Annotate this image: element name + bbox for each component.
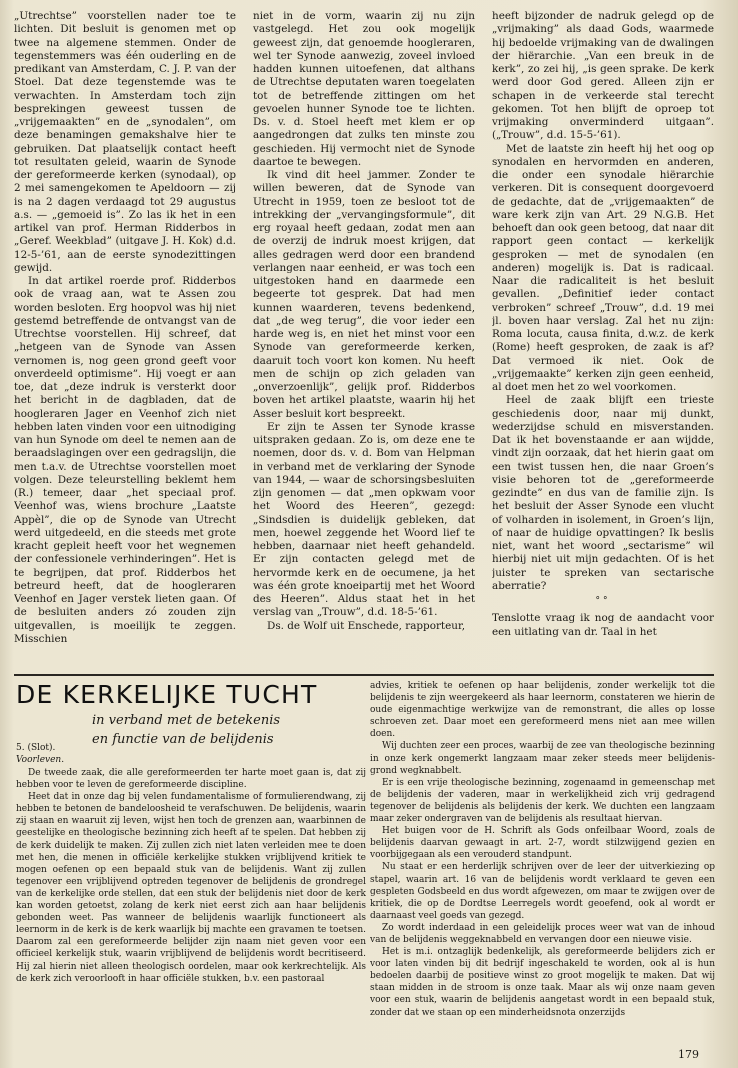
column-2 [253, 10, 475, 668]
paragraph: Ik vind dit heel jammer. Zonder te willen beweren, dat de Synode van Utrecht in 1959, toen ze besloot tot de intrekking der „vervangingsformule”, dit erg royaal heeft gedaan, zodat men aan de overzij de indruk moest krijgen, dat alles gedragen werd door een brandend verlangen naar eenheid, er was toch een uitgestoken hand en daarmede een begeerte tot gesprek. Dat had men kunnen waarderen, tevens bedenkend, dat „de weg terug”, die voor ieder een harde weg is, en niet het minst voor een Synode van gereformeerde kerken, daaruit toch voort kon komen. Nu heeft men de schijn op zich geladen van „onverzoenlijk”, gelijk prof. Ridderbos boven het artikel plaatste, waarin hij het Asser besluit kort bespreekt. [253, 169, 475, 420]
paragraph: Nu staat er een herderlijk schrijven over de leer der uitverkiezing op stapel, waarin art. 16 van de belijdenis wordt verklaard te geven een gespleten Godsbeeld en dus wordt afgewezen, om maar te zwijgen over de kritiek, die op de Dordtse Leerregels wordt geoefend, ook al wordt er daarnaast veel goeds van gezegd. [370, 862, 715, 921]
top-article-columns [14, 10, 714, 668]
paragraph: Tenslotte vraag ik nog de aandacht voor een uitlating van dr. Taal in het [492, 612, 714, 638]
paragraph: Het is m.i. ontzaglijk bedenkelijk, als gereformeerde belijders zich er voor laten vinden bij dit bedrijf ingeschakeld te worden, ook al is hun bedoelen daarbij de positieve winst zo groot mogelijk te maken. Dat wij staan midden in de stroom is onze taak. Maar als wij onze naam geven voor een stuk, waarin de belijdenis aangetast wordt in een bepaald stuk, zonder dat we staan op een minderheidsnota onzerzijds [370, 947, 715, 1018]
paragraph: Zo wordt inderdaad in een geleidelijk proces weer wat van de inhoud van de belijdenis weggeknabbeld en vervangen door een nieuwe visie. [370, 922, 715, 945]
paragraph: „Utrechtse” voorstellen nader toe te lichten. Dit besluit is genomen met op twee na algemene stemmen. Onder de tegenstemmers was één ouderling en de predikant van Amsterdam, C. J. P. van der Stoel. Dat deze tegenstemde was te verwachten. In Amsterdam toch zijn besprekingen geweest tussen de „vrijgemaakten” en de „synodalen”, om deze benamingen gemakshalve hier te gebruiken. Dat plaatselijk contact heeft tot resultaten geleid, waarin de Synode der gereformeerde kerken (synodaal), op 2 mei samengekomen te Apeldoorn — zij is na 2 dagen verdaagd tot 29 augustus a.s. — „gemoeid is”. Zo las ik het in een artikel van prof. Herman Ridderbos in „Geref. Weekblad” (uitgave J. H. Kok) d.d. 12-5-’61, aan de eerste synodezittingen gewijd. [14, 10, 236, 274]
article-column-right [370, 680, 715, 1045]
section-number: 5. (Slot). [16, 743, 56, 753]
paragraph: Met de laatste zin heeft hij het oog op synodalen en hervormden en anderen, die onder een synodale hiërarchie verkeren. Dit is consequent doorgevoerd de gedachte, dat de „vrijgemaakten” de ware kerk zijn van Art. 29 N.G.B. Het behoeft dan ook geen betoog, dat naar dit rapport geen contact — kerkelijk gesproken — met de synodalen (en anderen) mogelijk is. Dat is radicaal. Naar die radicaliteit is het besluit gevallen. „Definitief ieder contact verbroken” schreef „Trouw”, d.d. 19 mei jl. boven haar verslag. Zal het nu zijn: Roma locuta, causa finita, d.w.z. de kerk (Rome) heeft gesproken, de zaak is af? Dat vermoed ik niet. Ook de „vrijgemaakte” kerken zijn geen eenheid, al doet men het zo wel voorkomen. [492, 142, 714, 393]
paragraph: Wij duchten zeer een proces, waarbij de zee van theologische bezinning in onze kerk ongemerkt langzaam maar zeker steeds meer belijdenis-grond wegknabbelt. [370, 741, 715, 776]
column-3 [492, 10, 714, 668]
paragraph: Ds. de Wolf uit Enschede, rapporteur, [267, 619, 466, 632]
column-1 [14, 10, 236, 668]
paragraph: niet in de vorm, waarin zij nu zijn vastgelegd. Het zou ook mogelijk geweest zijn, dat genoemde hoogleraren, wel ter Synode aanwezig, zoveel invloed hadden kunnen uitoefenen, dat althans de Utrechtse deputaten waren toegelaten tot de betreffende zittingen om het gevoelen hunner Synode toe te lichten. Ds. v. d. Stoel heeft met klem er op aangedrongen dat zulks ten minste zou geschieden. Hij vermocht niet de Synode daartoe te bewegen. [253, 10, 475, 168]
article-title: DE KERKELIJKE TUCHT [16, 680, 318, 709]
article-subtitle-line-2: en functie van de belijdenis [92, 732, 274, 747]
paragraph: De tweede zaak, die alle gereformeerden ter harte moet gaan is, dat zij hebben voor te leven de gereformeerde discipline. [16, 768, 366, 791]
page-number: 179 [678, 1048, 699, 1061]
paragraph: Heel de zaak blijft een trieste geschiedenis door, naar mij dunkt, wederzijdse schuld en misverstanden. Dat ik het bovenstaande er aan wijdde, vindt zijn oorzaak, dat het hierin gaat om een twist tussen hen, die naar Groen’s visie behoren tot de „gereformeerde gezindte” en dus van de familie zijn. Is het besluit der Asser Synode een vlucht of volharden in isolement, in Groen’s lijn, of naar de huidige opvattingen? Ik beslis niet, want het woord „sectarisme” wil hierbij niet uit mijn gedachten. Of is het juister te spreken van sectarische aberratie? [492, 394, 714, 592]
horizontal-divider [14, 674, 714, 676]
section-separator: °° [595, 596, 611, 606]
paragraph: In dat artikel roerde prof. Ridderbos ook de vraag aan, wat te Assen zou worden besloten. Erg hoopvol was hij niet gestemd betreffende de ontvangst van de Utrechtse voorstellen. Hij schreef, dat „hetgeen van de Synode van Assen vernomen is, nog geen grond geeft voor onverdeeld optimisme”. Hij voegt er aan toe, dat „deze indruk is versterkt door het bericht in de dagbladen, dat de hoogleraren Jager en Veenhof zich niet hebben laten vinden voor een uitnodiging van hun Synode om deel te nemen aan de beraadslagingen over een gedragslijn, die men t.a.v. de Utrechtse voorstellen moet volgen. Deze teleurstelling beklemt hem (R.) temeer, daar „het speciaal prof. Veenhof was, wiens brochure „Laatste Appèl”, die op de Synode van Utrecht werd uitgedeeld, en die steeds met grote kracht gepleit heeft voor het wegnemen der confessionele verhinderingen”. Het is te begrijpen, dat prof. Ridderbos het betreurd heeft, dat de hoogleraren Veenhof en Jager verstek lieten gaan. Of de besluiten anders zó zouden zijn uitgevallen, is moeilijk te zeggen. Misschien [14, 275, 236, 645]
paragraph: Het buigen voor de H. Schrift als Gods onfeilbaar Woord, zoals de belijdenis daarvan gewaagt in art. 2-7, wordt stilzwijgend gezien en voorbijgegaan als een verouderd standpunt. [370, 826, 715, 861]
section-heading: Voorleven. [16, 755, 65, 765]
article-headline [16, 680, 376, 748]
article-subtitle-line-1: in verband met de betekenis [92, 713, 281, 728]
paragraph: Er zijn te Assen ter Synode krasse uitspraken gedaan. Zo is, om deze ene te noemen, door ds. v. d. Bom van Helpman in verband met de verklaring der Synode van 1944, — waar de schorsingsbesluiten zijn genomen — dat „men opkwam voor het Woord des Heeren”, gezegd: „Sindsdien is duidelijk gebleken, dat men, hoewel zeggende het Woord lief te hebben, daarnaar niet heeft gehandeld. Er zijn contacten gelegd met de hervormde kerk en de oecumene, ja het was één grote knoeipartij met het Woord des Heeren”. Aldus staat het in het verslag van „Trouw”, d.d. 18-5-’61. [253, 420, 475, 619]
article-column-left [16, 742, 366, 1042]
paragraph: Heet dat in onze dag bij velen fundamentalisme of formulierendwang, zij hebben te betonen de bandeloosheid te verafschuwen. De belijdenis, waarin zij staan en waaruit zij leven, wijst hen toch de grenzen aan, waarbinnen de geestelijke en theologische bezinning zich heeft af te spelen. Dat hebben zij de kerk duidelijk te maken. Zij zullen zich niet laten verleiden mee te doen met hen, die menen in officiële kerkelijke stukken vrijblijvend kritiek te mogen oefenen op een bepaald stuk van de belijdenis. Want zij zullen tegenover een vrijblijvend optreden tegenover de belijdenis de grondregel van de kerkelijke orde stellen, dat een stuk der belijdenis niet door de kerk kan worden getoetst, zolang de kerk niet eerst zich aan haar belijdenis gebonden weet. Pas wanneer de belijdenis waarlijk functioneert als leernorm in de kerk is de kerk waarlijk bij machte een gravamen te toetsen. Daarom zal een gereformeerde belijder zijn naam niet geven voor een officieel kerkelijk stuk, waarin vrijblijvend de belijdenis wordt becritiseerd. Hij zal hierin niet alleen theologisch oordelen, maar ook kerkrechtelijk. Als de kerk zich veroorlooft in haar officiële stukken, b.v. een pastoraal [16, 792, 366, 984]
paragraph: Er is een vrije theologische bezinning, zogenaamd in gemeenschap met de belijdenis der vaderen, maar in werkelijkheid zich vrij gedragend tegenover de belijdenis als belijdenis der kerk. We duchten een langzaam maar zeker ondergraven van de belijdenis als resultaat hiervan. [370, 777, 715, 825]
paragraph: advies, kritiek te oefenen op haar belijdenis, zonder werkelijk tot die belijdenis te zijn weergekeerd als haar leernorm, constateren we hierin de oude eigenmachtige werkwijze van de remonstrant, die alles op losse schroeven zet. Daar moet een gereformeerd mens niet aan mee willen doen. [370, 681, 715, 740]
paragraph: heeft bijzonder de nadruk gelegd op de „vrijmaking” als daad Gods, waarmede hij bedoelde vrijmaking van de dwalingen der hiërarchie. „Van een breuk in de kerk”, zo zei hij, „is geen sprake. De kerk werd door God gered. Alleen zijn er schapen in de verkeerde stal terecht gekomen. Tot hen blijft de oproep tot vrijmaking onverminderd uitgaan”. („Trouw”, d.d. 15-5-’61). [492, 10, 714, 142]
